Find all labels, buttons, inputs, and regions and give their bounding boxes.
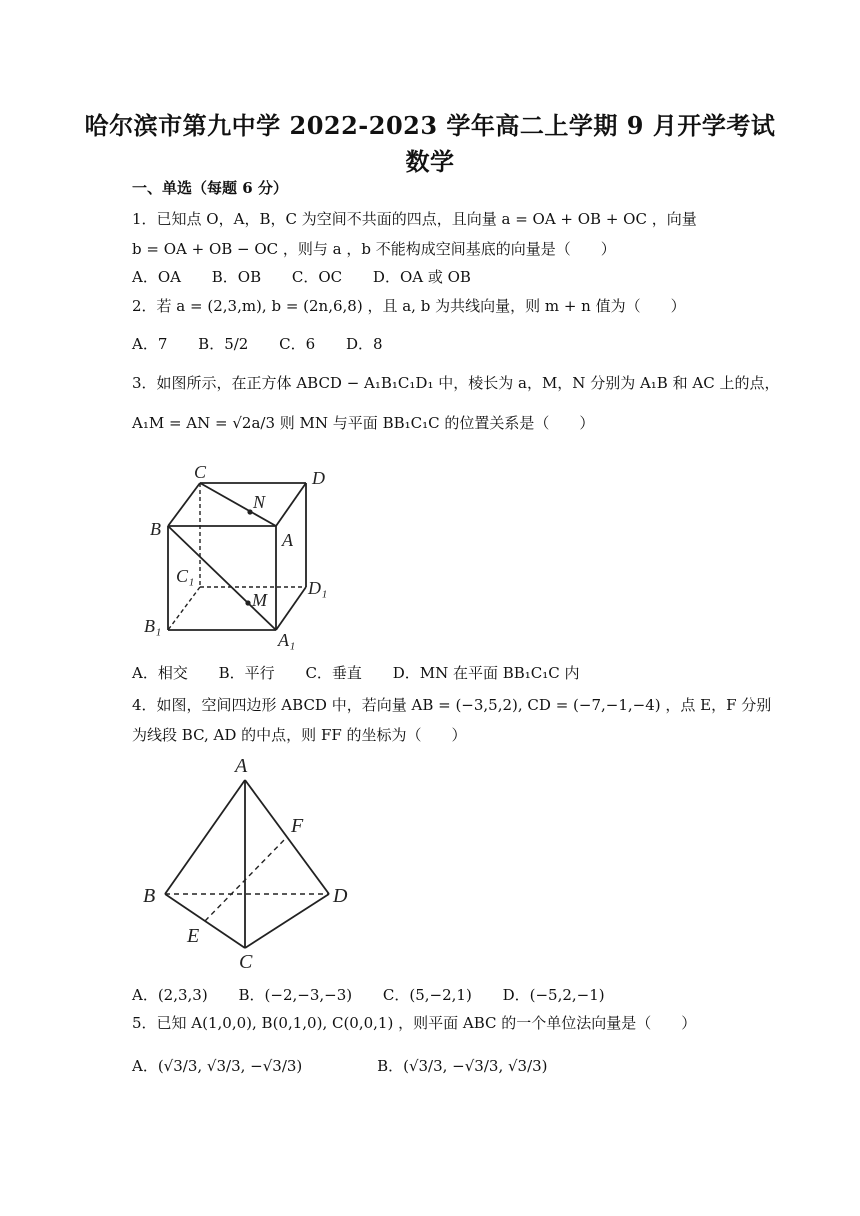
- cube-figure: [140, 460, 360, 650]
- q3-options: [132, 662, 606, 683]
- q4-option-b: B．(−2,−3,−3): [238, 986, 353, 1004]
- tetra-label-b: B: [143, 885, 156, 907]
- q2-option-b: B．5/2: [198, 335, 249, 353]
- exam-subject: 数学: [405, 147, 455, 176]
- q3-option-a: A．相交: [132, 664, 188, 682]
- q2-option-c: C．6: [279, 335, 316, 353]
- tetra-label-c: C: [239, 951, 253, 973]
- q5-options: [132, 1055, 574, 1076]
- q2-line1: 2．若 a = (2,3,m), b = (2n,6,8) ，且 a, b 为共线向量，则 m + n 值为（ ）: [132, 297, 686, 315]
- tetra-label-a: A: [235, 755, 248, 777]
- q5-line1: 5．已知 A(1,0,0), B(0,1,0), C(0,0,1) ，则平面 ABC 的一个单位法向量是（ ）: [132, 1014, 697, 1032]
- q2-option-a: A．7: [132, 335, 168, 353]
- q1-line2: b = OA + OB − OC ，则与 a ，b 不能构成空间基底的向量是（ ）: [132, 240, 616, 258]
- q2-options: [132, 333, 409, 354]
- exam-title: 哈尔滨市第九中学 2022-2023 学年高二上学期 9 月开学考试: [84, 111, 776, 140]
- cube-label-a1: A₁: [278, 630, 296, 650]
- cube-label-d: D: [312, 468, 325, 488]
- cube-label-b1: B₁: [144, 616, 162, 636]
- cube-label-c1: C₁: [176, 566, 195, 586]
- q1-option-c: C．OC: [291, 268, 343, 286]
- q3-option-b: B．平行: [218, 664, 275, 682]
- q1-option-b: B．OB: [211, 268, 262, 286]
- q1-line1: 1．已知点 O，A，B，C 为空间不共面的四点，且向量 a = OA + OB + OC ，向量: [132, 210, 697, 228]
- q5-option-a: A．(√3/3, √3/3, −√3/3): [132, 1057, 303, 1075]
- q1-option-a: A．OA: [132, 268, 181, 286]
- tetrahedron-figure: [135, 752, 365, 974]
- cube-label-d1: D₁: [308, 578, 328, 598]
- cube-label-m: M: [252, 590, 267, 610]
- q3-line2: A₁M = AN = √2a/3 则 MN 与平面 BB₁C₁C 的位置关系是（ ）: [132, 414, 595, 432]
- q4-line2: 为线段 BC, AD 的中点，则 FF 的坐标为（ ）: [132, 726, 467, 744]
- q5-option-b: B．(√3/3, −√3/3, √3/3): [377, 1057, 548, 1075]
- q4-line1: 4．如图，空间四边形 ABCD 中，若向量 AB = (−3,5,2), CD = (−7,−1,−4) ，点 E，F 分别: [132, 696, 772, 714]
- tetra-label-e: E: [187, 925, 200, 947]
- q4-option-c: C．(5,−2,1): [382, 986, 472, 1004]
- q3-option-c: C．垂直: [305, 664, 362, 682]
- q4-option-d: D．(−5,2,−1): [502, 986, 605, 1004]
- cube-label-b: B: [150, 519, 161, 539]
- q3-line1: 3．如图所示，在正方体 ABCD − A₁B₁C₁D₁ 中，棱长为 a，M，N 分别为 A₁B 和 AC 上的点，: [132, 374, 780, 392]
- q4-options: [132, 984, 631, 1005]
- tetra-label-d: D: [333, 885, 348, 907]
- cube-label-a: A: [282, 530, 293, 550]
- q4-option-a: A．(2,3,3): [132, 986, 208, 1004]
- q2-option-d: D．8: [345, 335, 383, 353]
- cube-label-n: N: [253, 492, 266, 512]
- q1-options: [132, 266, 497, 287]
- section-heading: 一、单选（每题 6 分）: [132, 179, 288, 197]
- cube-label-c: C: [194, 462, 207, 482]
- tetra-label-f: F: [291, 815, 304, 837]
- q3-option-d: D．MN 在平面 BB₁C₁C 内: [392, 664, 580, 682]
- q1-option-d: D．OA 或 OB: [372, 268, 471, 286]
